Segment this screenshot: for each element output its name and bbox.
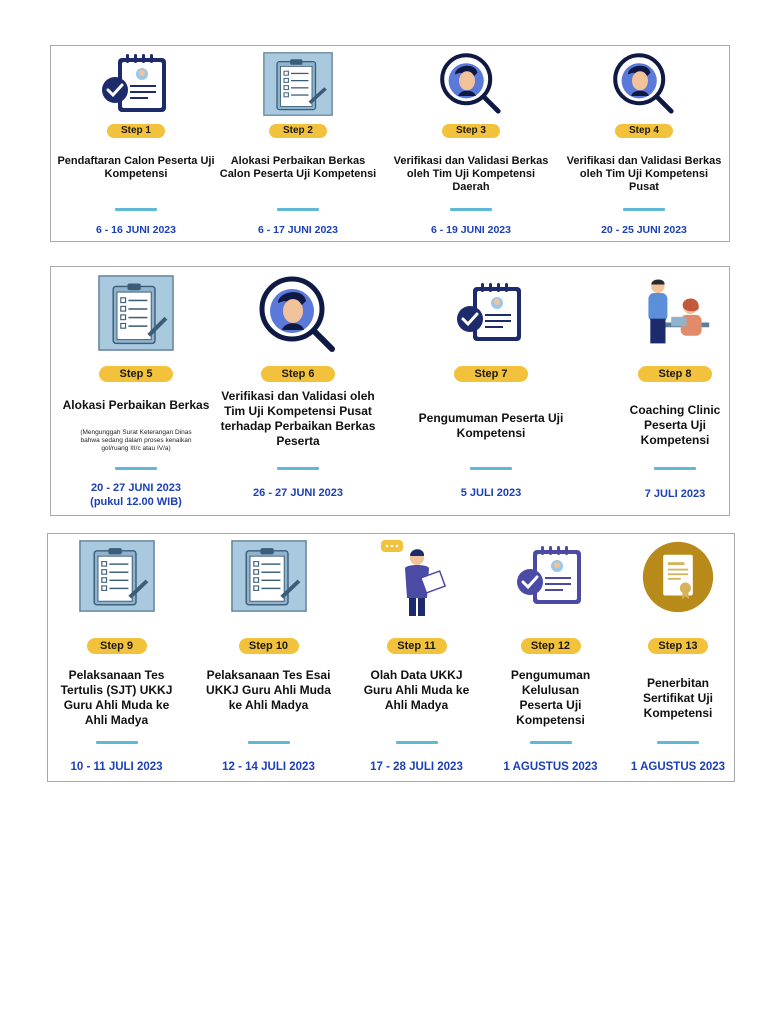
checklist-icon bbox=[79, 540, 155, 612]
magnifier-person-icon bbox=[435, 52, 507, 116]
divider bbox=[115, 208, 157, 211]
step-badge: Step 9 bbox=[87, 638, 147, 654]
step-date: 6 - 19 JUNI 2023 bbox=[431, 224, 511, 236]
magnifier-person-icon bbox=[608, 52, 680, 116]
step-card-12 bbox=[482, 534, 619, 781]
timeline-panel-2 bbox=[50, 266, 730, 516]
step-date: 10 - 11 JULI 2023 bbox=[70, 761, 163, 773]
step-date: 7 JULI 2023 bbox=[644, 488, 706, 500]
checklist-icon bbox=[231, 540, 307, 612]
step-date: 12 - 14 JULI 2023 bbox=[222, 761, 315, 773]
step-badge: Step 4 bbox=[615, 124, 673, 138]
checklist-icon bbox=[98, 275, 174, 351]
step-badge: Step 11 bbox=[387, 638, 447, 654]
clipboard-check-icon bbox=[96, 52, 176, 116]
step-card-11 bbox=[348, 534, 485, 781]
step-badge: Step 8 bbox=[638, 366, 712, 382]
step-card-2 bbox=[213, 46, 383, 241]
divider bbox=[277, 208, 319, 211]
step-title: Pengumuman Kelulusan Peserta Uji Kompetensi bbox=[510, 668, 591, 727]
divider bbox=[248, 741, 290, 744]
step-title: Verifikasi dan Validasi Berkas oleh Tim Uji Kompetensi Daerah bbox=[393, 155, 549, 193]
step-title: Verifikasi dan Validasi oleh Tim Uji Kompetensi Pusat terhadap Perbaikan Berkas Peserta bbox=[220, 389, 376, 448]
clipboard-check-purple-icon bbox=[511, 540, 591, 612]
step-title: Pelaksanaan Tes Esai UKKJ Guru Ahli Muda ke Ahli Madya bbox=[206, 668, 331, 712]
step-date: 5 JULI 2023 bbox=[460, 487, 522, 499]
step-title: Penerbitan Sertifikat Uji Kompetensi bbox=[642, 676, 714, 720]
step-date: 6 - 17 JUNI 2023 bbox=[258, 224, 338, 236]
divider bbox=[470, 467, 512, 470]
divider bbox=[623, 208, 665, 211]
step-title: Pengumuman Peserta Uji Kompetensi bbox=[418, 411, 564, 440]
step-card-13 bbox=[608, 534, 748, 781]
step-badge: Step 12 bbox=[521, 638, 581, 654]
step-date: 1 AGUSTUS 2023 bbox=[630, 761, 726, 773]
step-card-9 bbox=[48, 534, 185, 781]
step-badge: Step 13 bbox=[648, 638, 708, 654]
divider bbox=[277, 467, 319, 470]
step-date: 6 - 16 JUNI 2023 bbox=[96, 224, 176, 236]
divider bbox=[450, 208, 492, 211]
step-date-time: (pukul 12.00 WIB) bbox=[90, 496, 182, 508]
step-title: Olah Data UKKJ Guru Ahli Muda ke Ahli Madya bbox=[363, 668, 470, 712]
divider bbox=[530, 741, 572, 744]
timeline-panel-3 bbox=[47, 533, 735, 782]
certificate-icon bbox=[641, 540, 715, 614]
step-badge: Step 3 bbox=[442, 124, 500, 138]
step-card-8 bbox=[589, 267, 761, 515]
divider bbox=[96, 741, 138, 744]
step-card-6 bbox=[213, 267, 383, 515]
step-card-5 bbox=[51, 267, 221, 515]
timeline-panel-1 bbox=[50, 45, 730, 242]
step-title: Pendaftaran Calon Peserta Uji Kompetensi bbox=[57, 155, 215, 180]
step-title: Alokasi Perbaikan Berkas Calon Peserta Uji Kompetensi bbox=[219, 155, 377, 180]
clipboard-check-icon bbox=[451, 275, 531, 351]
step-badge: Step 10 bbox=[239, 638, 299, 654]
checklist-icon bbox=[263, 52, 333, 116]
step-title: Pelaksanaan Tes Tertulis (SJT) UKKJ Guru Ahli Muda ke Ahli Madya bbox=[60, 668, 173, 727]
step-badge: Step 5 bbox=[99, 366, 173, 382]
step-date: 17 - 28 JULI 2023 bbox=[370, 761, 463, 773]
step-title: Alokasi Perbaikan Berkas bbox=[62, 398, 210, 412]
step-title: Coaching Clinic Peserta Uji Kompetensi bbox=[629, 403, 721, 447]
divider bbox=[657, 741, 699, 744]
step-note: (Mengunggah Surat Keterangan Dinas bahwa sedang dalam proses kenaikan gol/ruang III/c atau IV/a) bbox=[80, 429, 192, 452]
step-badge: Step 1 bbox=[107, 124, 165, 138]
step-date: 20 - 27 JUNI 2023 bbox=[91, 482, 181, 494]
divider bbox=[654, 467, 696, 470]
divider bbox=[396, 741, 438, 744]
step-card-3 bbox=[386, 46, 556, 241]
magnifier-person-icon bbox=[258, 275, 338, 355]
step-date: 26 - 27 JUNI 2023 bbox=[253, 487, 343, 499]
step-date: 20 - 25 JUNI 2023 bbox=[601, 224, 687, 236]
step-card-10 bbox=[200, 534, 337, 781]
step-date: 1 AGUSTUS 2023 bbox=[503, 761, 598, 773]
step-badge: Step 6 bbox=[261, 366, 335, 382]
person-writing-icon bbox=[377, 536, 457, 620]
step-badge: Step 2 bbox=[269, 124, 327, 138]
step-badge: Step 7 bbox=[454, 366, 528, 382]
divider bbox=[115, 467, 157, 470]
coaching-people-icon bbox=[637, 275, 713, 351]
step-card-4 bbox=[559, 46, 729, 241]
step-card-7 bbox=[406, 267, 576, 515]
step-card-1 bbox=[51, 46, 221, 241]
step-title: Verifikasi dan Validasi Berkas oleh Tim Uji Kompetensi Pusat bbox=[566, 155, 722, 193]
